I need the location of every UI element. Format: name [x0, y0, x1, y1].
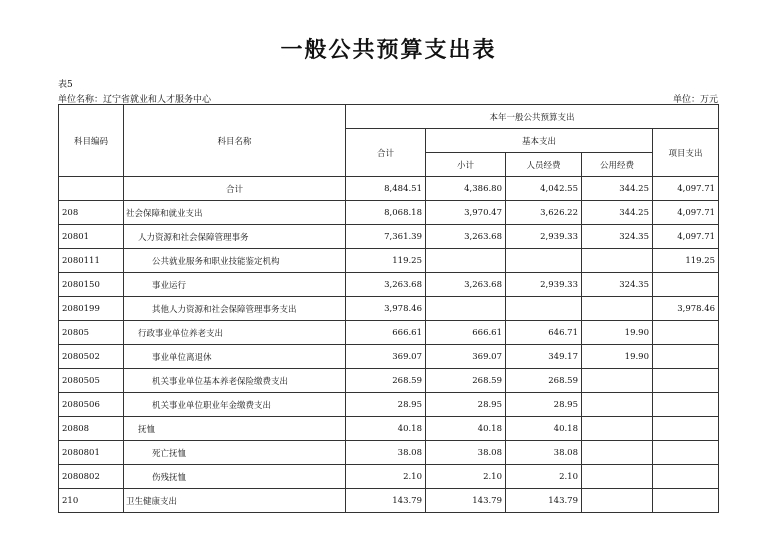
row-subtotal: 3,970.47 — [426, 201, 506, 225]
row-personnel: 38.08 — [506, 441, 582, 465]
row-name: 公共就业服务和职业技能鉴定机构 — [124, 249, 346, 273]
row-total: 666.61 — [346, 321, 426, 345]
row-public: 19.90 — [582, 321, 653, 345]
row-total: 369.07 — [346, 345, 426, 369]
row-public: 324.35 — [582, 225, 653, 249]
row-personnel: 40.18 — [506, 417, 582, 441]
row-code: 2080502 — [59, 345, 124, 369]
row-total: 40.18 — [346, 417, 426, 441]
row-subtotal: 268.59 — [426, 369, 506, 393]
row-total: 268.59 — [346, 369, 426, 393]
row-code: 2080801 — [59, 441, 124, 465]
total-total: 8,484.51 — [346, 177, 426, 201]
row-name: 事业单位离退休 — [124, 345, 346, 369]
row-subtotal: 40.18 — [426, 417, 506, 441]
row-name: 其他人力资源和社会保障管理事务支出 — [124, 297, 346, 321]
table-row — [59, 225, 719, 249]
row-name: 死亡抚恤 — [124, 441, 346, 465]
row-name: 社会保障和就业支出 — [124, 201, 346, 225]
row-subtotal: 666.61 — [426, 321, 506, 345]
row-code: 2080506 — [59, 393, 124, 417]
row-total: 38.08 — [346, 441, 426, 465]
row-code: 2080199 — [59, 297, 124, 321]
row-total: 2.10 — [346, 465, 426, 489]
table-row — [59, 393, 719, 417]
table-row — [59, 465, 719, 489]
row-code: 208 — [59, 201, 124, 225]
table-row — [59, 273, 719, 297]
header-name: 科目名称 — [124, 105, 346, 177]
row-code: 210 — [59, 489, 124, 513]
row-public: 344.25 — [582, 201, 653, 225]
total-subtotal: 4,386.80 — [426, 177, 506, 201]
row-subtotal — [426, 297, 506, 321]
total-code-cell — [59, 177, 124, 201]
row-personnel: 349.17 — [506, 345, 582, 369]
row-public: 324.35 — [582, 273, 653, 297]
row-project — [653, 393, 719, 417]
row-name: 机关事业单位职业年金缴费支出 — [124, 393, 346, 417]
row-code: 20801 — [59, 225, 124, 249]
row-project — [653, 441, 719, 465]
row-project — [653, 369, 719, 393]
table-row — [59, 249, 719, 273]
page-title: 一般公共预算支出表 — [280, 37, 497, 63]
row-subtotal: 3,263.68 — [426, 225, 506, 249]
row-subtotal: 3,263.68 — [426, 273, 506, 297]
row-name: 事业运行 — [124, 273, 346, 297]
unit-name: 单位名称：辽宁省就业和人才服务中心 — [58, 95, 212, 105]
row-total: 8,068.18 — [346, 201, 426, 225]
row-project — [653, 417, 719, 441]
row-name: 人力资源和社会保障管理事务 — [124, 225, 346, 249]
header-public: 公用经费 — [582, 153, 653, 177]
row-personnel: 268.59 — [506, 369, 582, 393]
row-project — [653, 273, 719, 297]
row-personnel: 28.95 — [506, 393, 582, 417]
total-public: 344.25 — [582, 177, 653, 201]
row-total: 7,361.39 — [346, 225, 426, 249]
row-subtotal: 2.10 — [426, 465, 506, 489]
row-name: 抚恤 — [124, 417, 346, 441]
row-total: 28.95 — [346, 393, 426, 417]
row-code: 20808 — [59, 417, 124, 441]
row-subtotal: 369.07 — [426, 345, 506, 369]
table-row — [59, 441, 719, 465]
row-total: 3,263.68 — [346, 273, 426, 297]
table-number: 表5 — [58, 80, 73, 90]
budget-table — [58, 104, 719, 513]
total-label: 合计 — [124, 177, 346, 201]
header-code: 科目编码 — [59, 105, 124, 177]
row-code: 20805 — [59, 321, 124, 345]
row-project — [653, 345, 719, 369]
table-row — [59, 345, 719, 369]
row-project — [653, 489, 719, 513]
row-name: 卫生健康支出 — [124, 489, 346, 513]
header-current-year: 本年一般公共预算支出 — [346, 105, 719, 129]
table-row — [59, 297, 719, 321]
row-subtotal: 28.95 — [426, 393, 506, 417]
row-public — [582, 393, 653, 417]
row-total: 143.79 — [346, 489, 426, 513]
row-public — [582, 297, 653, 321]
row-public — [582, 249, 653, 273]
currency-unit: 单位：万元 — [672, 95, 718, 105]
row-public — [582, 489, 653, 513]
row-personnel — [506, 297, 582, 321]
row-name: 机关事业单位基本养老保险缴费支出 — [124, 369, 346, 393]
row-subtotal — [426, 249, 506, 273]
row-personnel — [506, 249, 582, 273]
row-public — [582, 465, 653, 489]
row-subtotal: 38.08 — [426, 441, 506, 465]
row-project: 4,097.71 — [653, 201, 719, 225]
total-project: 4,097.71 — [653, 177, 719, 201]
row-personnel: 2,939.33 — [506, 225, 582, 249]
table-row — [59, 489, 719, 513]
row-project: 119.25 — [653, 249, 719, 273]
table-row — [59, 369, 719, 393]
row-project: 4,097.71 — [653, 225, 719, 249]
row-name: 伤残抚恤 — [124, 465, 346, 489]
row-code: 2080505 — [59, 369, 124, 393]
row-total: 3,978.46 — [346, 297, 426, 321]
total-personnel: 4,042.55 — [506, 177, 582, 201]
row-code: 2080111 — [59, 249, 124, 273]
row-personnel: 646.71 — [506, 321, 582, 345]
row-public — [582, 441, 653, 465]
row-personnel: 2.10 — [506, 465, 582, 489]
row-code: 2080802 — [59, 465, 124, 489]
row-personnel: 143.79 — [506, 489, 582, 513]
header-basic: 基本支出 — [426, 129, 653, 153]
header-subtotal: 小计 — [426, 153, 506, 177]
row-personnel: 2,939.33 — [506, 273, 582, 297]
table-row — [59, 201, 719, 225]
row-project — [653, 321, 719, 345]
row-project: 3,978.46 — [653, 297, 719, 321]
row-public — [582, 417, 653, 441]
row-public — [582, 369, 653, 393]
header-personnel: 人员经费 — [506, 153, 582, 177]
table-row — [59, 417, 719, 441]
header-total: 合计 — [346, 129, 426, 177]
header-project: 项目支出 — [653, 129, 719, 177]
row-name: 行政事业单位养老支出 — [124, 321, 346, 345]
total-row — [59, 177, 719, 201]
row-public: 19.90 — [582, 345, 653, 369]
table-row — [59, 321, 719, 345]
row-code: 2080150 — [59, 273, 124, 297]
row-project — [653, 465, 719, 489]
row-subtotal: 143.79 — [426, 489, 506, 513]
row-personnel: 3,626.22 — [506, 201, 582, 225]
row-total: 119.25 — [346, 249, 426, 273]
